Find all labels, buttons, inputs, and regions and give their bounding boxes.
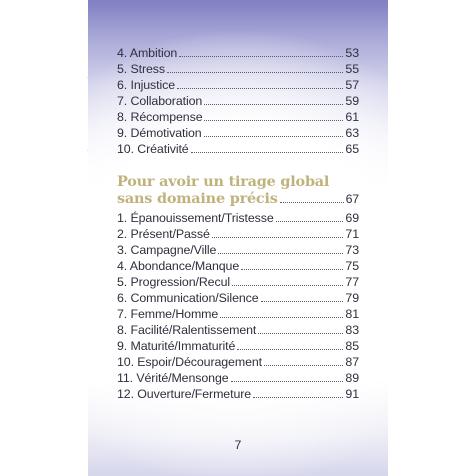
section-heading-page: 67 xyxy=(345,192,359,206)
dot-leader xyxy=(276,210,344,222)
toc-entry-page: 79 xyxy=(345,291,359,305)
toc-entry[interactable] xyxy=(117,93,359,109)
dot-leader xyxy=(232,274,343,286)
toc-entry[interactable] xyxy=(117,274,359,290)
toc-entry[interactable] xyxy=(117,338,359,354)
dot-leader xyxy=(204,125,344,137)
section-heading-line2: sans domaine précis xyxy=(117,190,278,207)
dot-leader xyxy=(237,338,343,350)
dot-leader xyxy=(167,61,343,73)
dot-leader xyxy=(177,77,343,89)
dot-leader xyxy=(218,242,343,254)
dot-leader xyxy=(212,226,344,238)
toc-entry-label: 1. Épanouissement/Tristesse xyxy=(117,211,274,225)
toc-entry[interactable] xyxy=(117,258,359,274)
toc-entry-page: 57 xyxy=(345,78,359,92)
toc-entry-page: 83 xyxy=(345,323,359,337)
toc-entry-label: 5. Stress xyxy=(117,62,165,76)
toc-entry-page: 59 xyxy=(345,94,359,108)
toc-entry-page: 85 xyxy=(345,339,359,353)
toc-entry-page: 61 xyxy=(345,110,359,124)
toc-entry-label: 12. Ouverture/Fermeture xyxy=(117,387,252,401)
toc-entry[interactable] xyxy=(117,354,359,370)
toc-entry[interactable] xyxy=(117,210,359,226)
dot-leader xyxy=(204,93,343,105)
toc-entry-page: 71 xyxy=(345,227,359,241)
section-heading-line1: Pour avoir un tirage global xyxy=(117,173,330,190)
toc-entry-label: 9. Démotivation xyxy=(117,126,202,140)
toc-entry[interactable] xyxy=(117,370,359,386)
section-heading[interactable] xyxy=(117,173,359,208)
toc-entry-label: 7. Femme/Homme xyxy=(117,307,219,321)
dot-leader xyxy=(241,258,343,270)
toc-entry[interactable] xyxy=(117,306,359,322)
toc-entry-page: 81 xyxy=(345,307,359,321)
dot-leader xyxy=(258,322,343,334)
toc-entry-label: 8. Facilité/Ralentissement xyxy=(117,323,257,337)
toc-entry-page: 91 xyxy=(345,387,359,401)
toc-entry-label: 10. Espoir/Découragement xyxy=(117,355,262,369)
toc-entry-page: 87 xyxy=(345,355,359,369)
toc-entry[interactable] xyxy=(117,386,359,402)
toc-entry-page: 77 xyxy=(345,275,359,289)
toc-entry[interactable] xyxy=(117,45,359,61)
toc-entry-label: 7. Collaboration xyxy=(117,94,203,108)
dot-leader xyxy=(261,290,344,302)
toc-entry-label: 6. Injustice xyxy=(117,78,176,92)
toc-entry-label: 11. Vérité/Mensonge xyxy=(117,371,229,385)
dot-leader xyxy=(264,354,343,366)
toc-entry[interactable] xyxy=(117,61,359,77)
toc-entry[interactable] xyxy=(117,322,359,338)
toc-entry-label: 8. Récompense xyxy=(117,110,203,124)
toc-entry-page: 89 xyxy=(345,371,359,385)
toc-entry-page: 65 xyxy=(345,142,359,156)
toc-entry[interactable] xyxy=(117,141,359,157)
toc-entry-label: 3. Campagne/Ville xyxy=(117,243,217,257)
toc-entry-page: 63 xyxy=(345,126,359,140)
toc-entry-label: 5. Progression/Recul xyxy=(117,275,231,289)
toc-entry-label: 10. Créativité xyxy=(117,142,189,156)
toc-entry[interactable] xyxy=(117,109,359,125)
toc-entry[interactable] xyxy=(117,125,359,141)
toc-entry-page: 69 xyxy=(345,211,359,225)
toc-entry[interactable] xyxy=(117,242,359,258)
toc-entry[interactable] xyxy=(117,226,359,242)
dot-leader xyxy=(179,45,343,57)
dot-leader xyxy=(231,370,344,382)
dot-leader xyxy=(204,109,343,121)
page-number: 7 xyxy=(234,438,242,452)
toc-entry-page: 53 xyxy=(345,46,359,60)
toc-entry-label: 9. Maturité/Immaturité xyxy=(117,339,236,353)
page xyxy=(88,0,388,476)
toc-entry-label: 4. Ambition xyxy=(117,46,178,60)
dot-leader xyxy=(280,190,344,203)
toc-entry-label: 6. Communication/Silence xyxy=(117,291,259,305)
toc-entry-page: 75 xyxy=(345,259,359,273)
toc-entry-page: 55 xyxy=(345,62,359,76)
toc-entry-page: 73 xyxy=(345,243,359,257)
toc-entry[interactable] xyxy=(117,77,359,93)
dot-leader xyxy=(191,141,344,153)
dot-leader xyxy=(220,306,343,318)
toc-entry-label: 4. Abondance/Manque xyxy=(117,259,240,273)
toc-entry[interactable] xyxy=(117,290,359,306)
toc-entry-label: 2. Présent/Passé xyxy=(117,227,210,241)
dot-leader xyxy=(253,386,343,398)
